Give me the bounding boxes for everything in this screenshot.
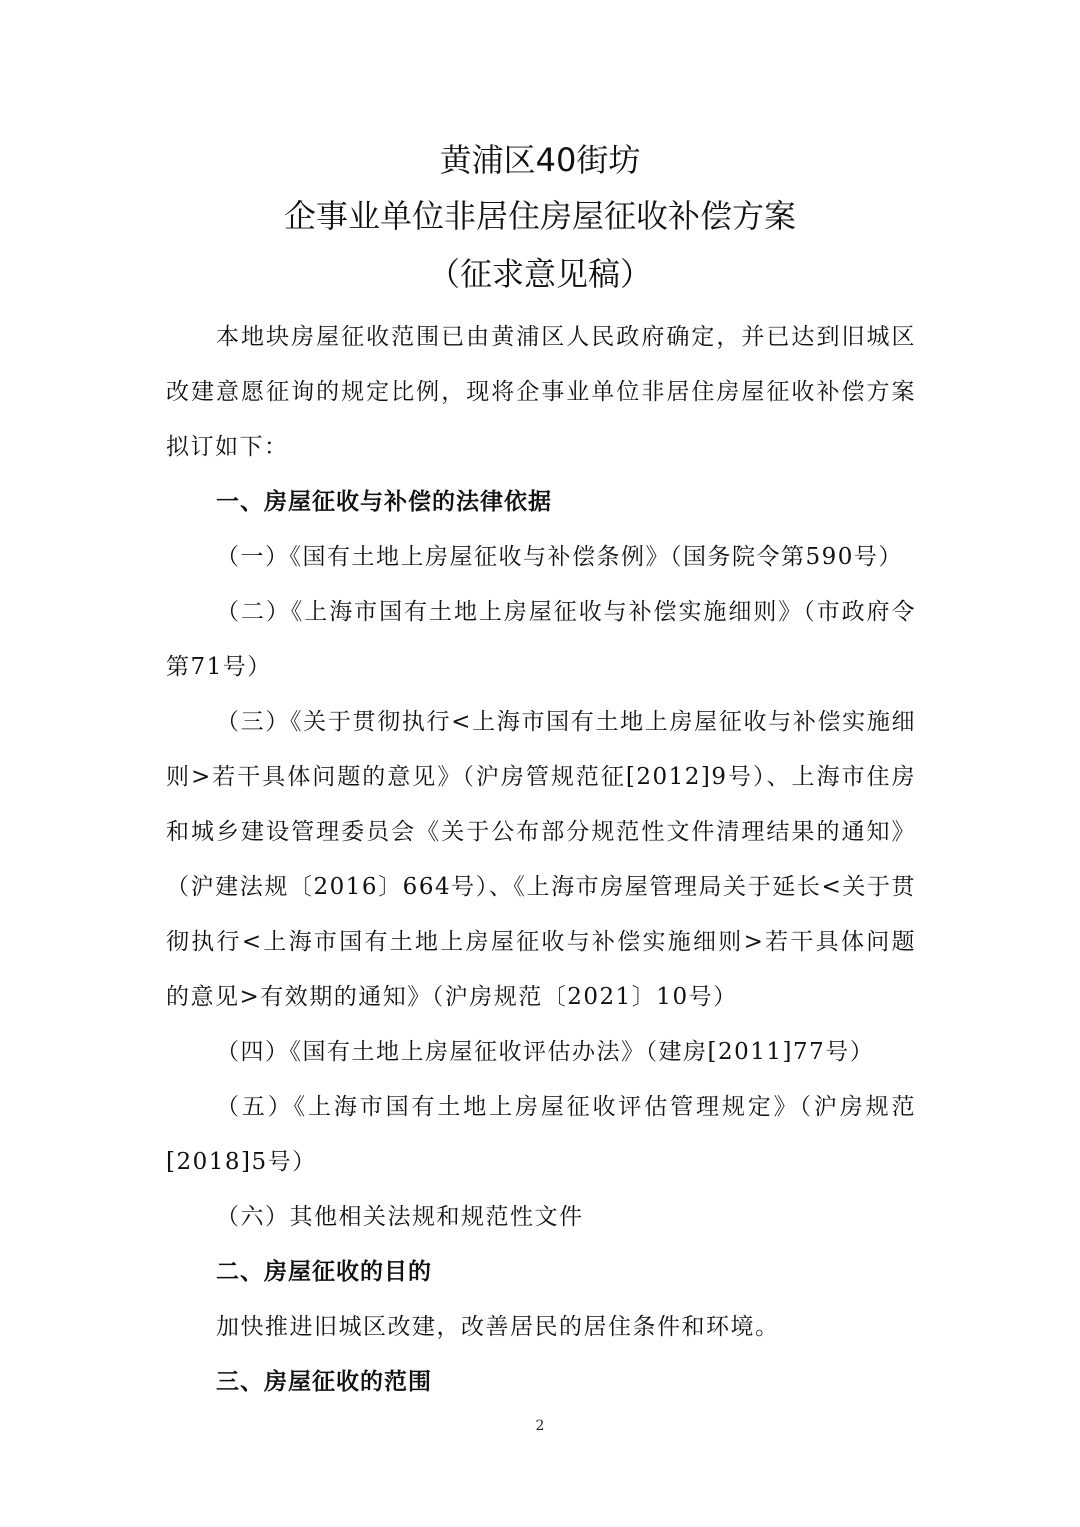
title-line-3: （征求意见稿） [427,255,652,293]
law-item-1: （一）《国有土地上房屋征收与补偿条例》（国务院令第590号） [216,544,903,570]
document-body [166,310,916,1410]
section-1-heading: 一、房屋征收与补偿的法律依据 [216,489,552,515]
law-item-5: （五）《上海市国有土地上房屋征收评估管理规定》（沪房规范[2018]5号） [166,1094,916,1175]
law-item-3: （三）《关于贯彻执行<上海市国有土地上房屋征收与补偿实施细则>若干具体问题的意见》（沪房管规范征[2012]9号）、上海市住房和城乡建设管理委员会《关于公布部分规范性文件清理结果的通知》（沪建法规〔2016〕664号）、《上海市房屋管理局关于延长<关于贯彻执行<上海市国有土地上房屋征收与补偿实施细则>若干具体问题的意见>有效期的通知》（沪房规范〔2021〕10号） [166,709,916,1010]
title-line-2: 企事业单位非居住房屋征收补偿方案 [283,197,796,235]
page-number: 2 [535,1418,545,1434]
section-2-text: 加快推进旧城区改建，改善居民的居住条件和环境。 [216,1314,780,1340]
law-item-2: （二）《上海市国有土地上房屋征收与补偿实施细则》（市政府令第71号） [166,599,916,680]
law-item-6: （六）其他相关法规和规范性文件 [216,1204,584,1230]
law-item-4: （四）《国有土地上房屋征收评估办法》（建房[2011]77号） [216,1039,875,1065]
intro-paragraph: 本地块房屋征收范围已由黄浦区人民政府确定，并已达到旧城区改建意愿征询的规定比例，现将企事业单位非居住房屋征收补偿方案拟订如下： [166,324,916,460]
section-2-heading: 二、房屋征收的目的 [216,1259,432,1285]
section-3-heading: 三、房屋征收的范围 [216,1369,432,1395]
title-line-1: 黄浦区40街坊 [439,141,641,179]
